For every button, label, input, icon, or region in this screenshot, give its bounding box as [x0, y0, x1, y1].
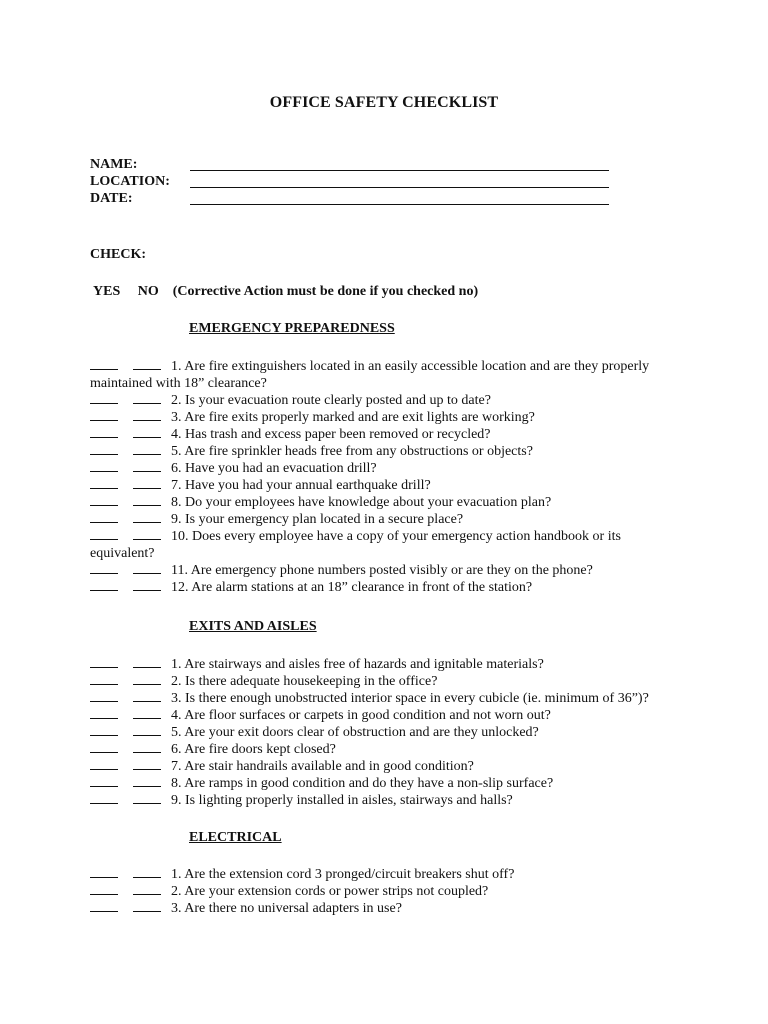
checklist-question: 1. Are stairways and aisles free of hazards and ignitable materials?: [171, 657, 544, 672]
yes-blank[interactable]: [90, 691, 118, 702]
name-field-line[interactable]: [190, 170, 609, 171]
date-field-label: DATE:: [90, 191, 133, 206]
checklist-question: 4. Has trash and excess paper been removed or recycled?: [171, 427, 491, 442]
no-blank[interactable]: [133, 529, 161, 540]
checklist-question: 2. Are your extension cords or power strips not coupled?: [171, 884, 489, 899]
checklist-question: 7. Are stair handrails available and in good condition?: [171, 759, 474, 774]
yes-blank[interactable]: [90, 657, 118, 668]
checklist-item: [90, 511, 680, 528]
no-blank[interactable]: [133, 708, 161, 719]
no-blank[interactable]: [133, 359, 161, 370]
yes-blank[interactable]: [90, 759, 118, 770]
no-blank[interactable]: [133, 657, 161, 668]
no-blank[interactable]: [133, 742, 161, 753]
yes-blank[interactable]: [90, 512, 118, 523]
checklist-item: [90, 358, 680, 392]
location-field-line[interactable]: [190, 187, 609, 188]
checklist-exits-and-aisles: [90, 656, 680, 809]
checklist-item: [90, 409, 680, 426]
checklist-question: 1. Are the extension cord 3 pronged/circuit breakers shut off?: [171, 867, 515, 882]
yes-blank[interactable]: [90, 725, 118, 736]
checklist-question: 12. Are alarm stations at an 18” clearance in front of the station?: [171, 580, 533, 595]
yes-blank[interactable]: [90, 410, 118, 421]
checklist-question: 9. Is lighting properly installed in aisles, stairways and halls?: [171, 793, 513, 808]
page-title: OFFICE SAFETY CHECKLIST: [269, 94, 499, 111]
name-field: [90, 156, 610, 174]
date-field: [90, 190, 610, 208]
checklist-item: [90, 443, 680, 460]
checklist-question: 7. Have you had your annual earthquake drill?: [171, 478, 431, 493]
yes-blank[interactable]: [90, 901, 118, 912]
checklist-question: 4. Are floor surfaces or carpets in good condition and not worn out?: [171, 708, 551, 723]
yes-blank[interactable]: [90, 742, 118, 753]
checklist-item: [90, 866, 680, 883]
yes-blank[interactable]: [90, 359, 118, 370]
checklist-item: [90, 392, 680, 409]
checklist-item: [90, 562, 680, 579]
no-blank[interactable]: [133, 759, 161, 770]
checklist-item: [90, 673, 680, 690]
no-blank[interactable]: [133, 563, 161, 574]
checklist-electrical: [90, 866, 680, 917]
checklist-item: [90, 724, 680, 741]
no-blank[interactable]: [133, 901, 161, 912]
checklist-item: [90, 426, 680, 443]
yes-blank[interactable]: [90, 461, 118, 472]
no-blank[interactable]: [133, 674, 161, 685]
checklist-item: [90, 758, 680, 775]
section-heading-emergency-preparedness: EMERGENCY PREPAREDNESS: [189, 321, 395, 336]
yes-blank[interactable]: [90, 393, 118, 404]
checklist-question: 10. Does every employee have a copy of your emergency action handbook or its equivalent?: [90, 529, 621, 561]
checklist-question: 8. Are ramps in good condition and do they have a non-slip surface?: [171, 776, 554, 791]
yes-blank[interactable]: [90, 427, 118, 438]
checklist-item: [90, 792, 680, 809]
checklist-item: [90, 900, 680, 917]
yes-blank[interactable]: [90, 444, 118, 455]
checklist-question: 11. Are emergency phone numbers posted visibly or are they on the phone?: [171, 563, 593, 578]
no-blank[interactable]: [133, 495, 161, 506]
checklist-item: [90, 579, 680, 596]
checklist-question: 3. Are there no universal adapters in use?: [171, 901, 402, 916]
check-label: CHECK:: [90, 247, 146, 262]
no-blank[interactable]: [133, 691, 161, 702]
checklist-question: 5. Are your exit doors clear of obstruction and are they unlocked?: [171, 725, 539, 740]
no-blank[interactable]: [133, 512, 161, 523]
yes-blank[interactable]: [90, 495, 118, 506]
location-field: [90, 173, 610, 191]
yes-blank[interactable]: [90, 478, 118, 489]
no-blank[interactable]: [133, 478, 161, 489]
checklist-item: [90, 741, 680, 758]
section-heading-exits-and-aisles: EXITS AND AISLES: [189, 619, 317, 634]
yes-blank[interactable]: [90, 867, 118, 878]
no-blank[interactable]: [133, 884, 161, 895]
no-blank[interactable]: [133, 793, 161, 804]
no-blank[interactable]: [133, 725, 161, 736]
checklist-question: 2. Is there adequate housekeeping in the office?: [171, 674, 438, 689]
checklist-item: [90, 656, 680, 673]
checklist-item: [90, 494, 680, 511]
checklist-question: 2. Is your evacuation route clearly posted and up to date?: [171, 393, 491, 408]
yes-blank[interactable]: [90, 563, 118, 574]
yes-blank[interactable]: [90, 793, 118, 804]
no-blank[interactable]: [133, 410, 161, 421]
checklist-item: [90, 460, 680, 477]
yes-blank[interactable]: [90, 529, 118, 540]
section-heading-electrical: ELECTRICAL: [189, 830, 282, 845]
checklist-item: [90, 477, 680, 494]
checklist-question: 6. Are fire doors kept closed?: [171, 742, 336, 757]
no-blank[interactable]: [133, 461, 161, 472]
yes-no-instruction: YES NO (Corrective Action must be done if you checked no): [93, 284, 479, 299]
checklist-question: 3. Is there enough unobstructed interior space in every cubicle (ie. minimum of 36”)?: [171, 691, 649, 706]
no-blank[interactable]: [133, 867, 161, 878]
name-field-label: NAME:: [90, 157, 138, 172]
checklist-item: [90, 528, 680, 562]
yes-blank[interactable]: [90, 708, 118, 719]
no-blank[interactable]: [133, 580, 161, 591]
no-blank[interactable]: [133, 393, 161, 404]
yes-blank[interactable]: [90, 674, 118, 685]
no-blank[interactable]: [133, 444, 161, 455]
checklist-item: [90, 690, 680, 707]
yes-blank[interactable]: [90, 884, 118, 895]
location-field-label: LOCATION:: [90, 174, 170, 189]
checklist-item: [90, 883, 680, 900]
checklist-emergency-preparedness: [90, 358, 680, 596]
yes-blank[interactable]: [90, 580, 118, 591]
checklist-question: 5. Are fire sprinkler heads free from any obstructions or objects?: [171, 444, 533, 459]
no-blank[interactable]: [133, 776, 161, 787]
checklist-question: 1. Are fire extinguishers located in an easily accessible location and are they properly maintained with 18” clearance?: [90, 359, 650, 391]
yes-blank[interactable]: [90, 776, 118, 787]
checklist-question: 6. Have you had an evacuation drill?: [171, 461, 377, 476]
checklist-question: 8. Do your employees have knowledge about your evacuation plan?: [171, 495, 552, 510]
checklist-question: 3. Are fire exits properly marked and are exit lights are working?: [171, 410, 535, 425]
no-blank[interactable]: [133, 427, 161, 438]
checklist-item: [90, 775, 680, 792]
checklist-item: [90, 707, 680, 724]
checklist-question: 9. Is your emergency plan located in a secure place?: [171, 512, 464, 527]
date-field-line[interactable]: [190, 204, 609, 205]
